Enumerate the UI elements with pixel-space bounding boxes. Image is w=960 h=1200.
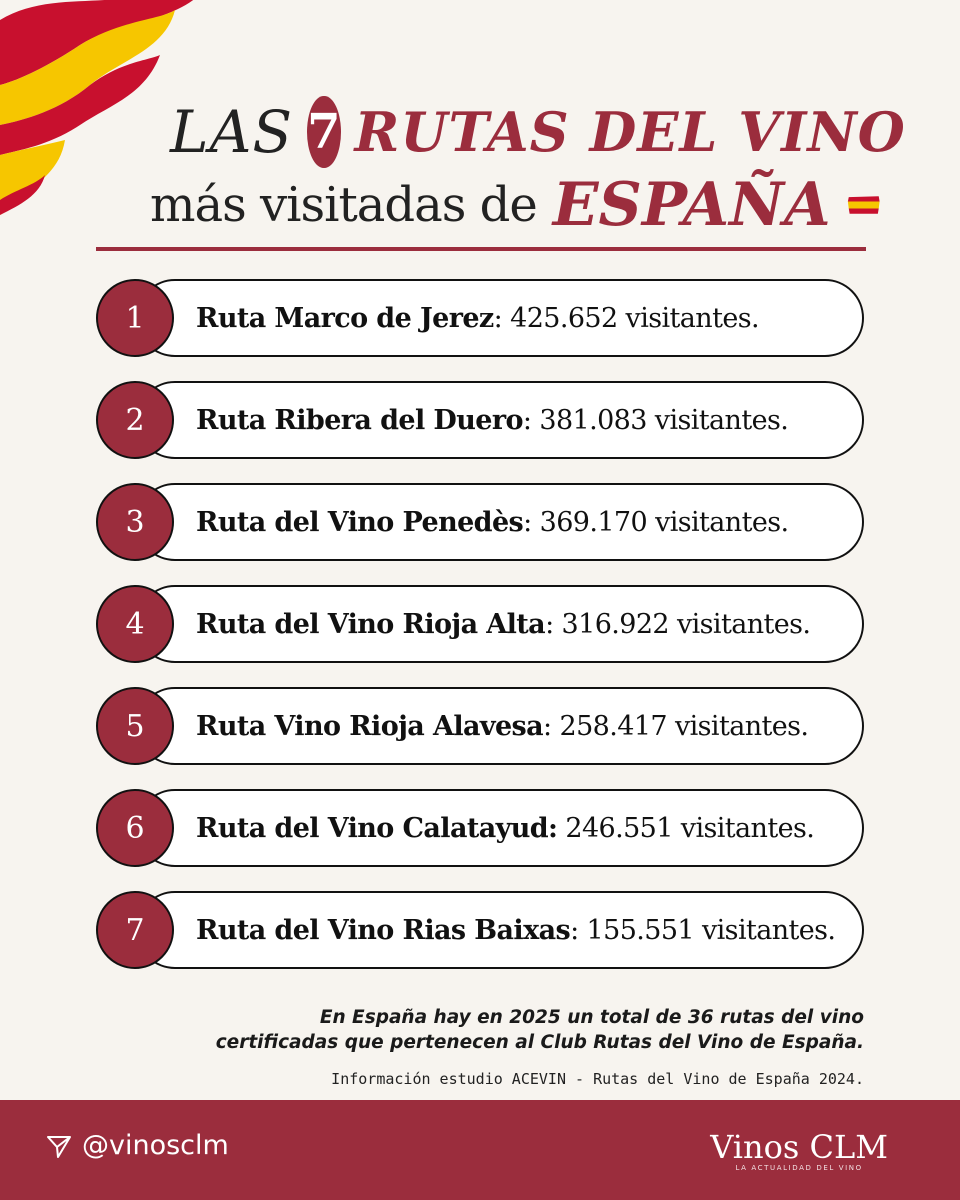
route-visitors: 155.551 visitantes. [578,914,836,946]
route-visitors: 381.083 visitantes. [531,404,789,436]
route-name: Ruta del Vino Penedès [196,506,524,538]
route-name: Ruta Ribera del Duero [196,404,523,436]
rank-badge: 4 [96,585,174,663]
title-number-badge: 7 [307,96,340,168]
route-row-2 [96,381,866,459]
route-row-1 [96,279,866,357]
rank-badge: 5 [96,687,174,765]
route-row-3 [96,483,866,561]
route-separator: : [522,404,532,436]
footer-bar [0,1100,960,1200]
route-visitors: 369.170 visitantes. [531,506,789,538]
route-separator: : [570,914,579,946]
route-text [196,381,846,459]
rank-badge: 3 [96,483,174,561]
title-line-2 [150,165,880,245]
brand-logo [710,1130,888,1172]
route-separator: : [523,506,532,538]
subtitle-text: más visitadas de [150,177,537,233]
send-arrow-icon [46,1133,72,1159]
handle-text: @vinosclm [82,1130,229,1161]
subtitle-highlight: ESPAÑA [552,170,831,240]
route-visitors: 258.417 visitantes. [551,710,809,742]
route-name: Ruta Vino Rioja Alavesa [196,710,544,742]
source-credit: Información estudio ACEVIN - Rutas del Vino de España 2024. [331,1070,864,1088]
route-name: Ruta del Vino Rias Baixas [196,914,571,946]
spain-flag-icon [847,183,880,227]
route-row-6 [96,789,866,867]
route-text [196,483,846,561]
title-prefix: LAS [170,98,294,166]
route-name: Ruta del Vino Calatayud: [196,812,558,844]
route-visitors: 246.551 visitantes. [557,812,815,844]
route-row-5 [96,687,866,765]
footnote [104,1005,864,1055]
route-separator: : [543,710,552,742]
route-visitors: 316.922 visitantes. [553,608,811,640]
route-separator: : [545,608,554,640]
social-handle[interactable] [46,1130,229,1161]
title-highlight: RUTAS DEL VINO [354,100,906,164]
route-row-7 [96,891,866,969]
logo-text: Vinos CLM [710,1128,888,1166]
route-separator: : [493,302,503,334]
routes-list [96,279,866,993]
title-divider [96,247,866,251]
route-text [196,279,846,357]
footnote-line-2: certificadas que pertenecen al Club Rutas del Vino de España. [215,1032,864,1053]
rank-badge: 7 [96,891,174,969]
route-visitors: 425.652 visitantes. [502,302,759,334]
route-name: Ruta del Vino Rioja Alta [196,608,546,640]
rank-badge: 1 [96,279,174,357]
footnote-line-1: En España hay en 2025 un total de 36 rutas del vino [319,1007,864,1028]
logo-tagline: LA ACTUALIDAD DEL VINO [735,1164,863,1172]
route-text [196,687,846,765]
rank-badge: 2 [96,381,174,459]
route-text [196,789,846,867]
rank-badge: 6 [96,789,174,867]
route-text [196,585,846,663]
title-line-1 [170,92,906,172]
route-name: Ruta Marco de Jerez [196,302,494,334]
route-text [196,891,846,969]
route-row-4 [96,585,866,663]
